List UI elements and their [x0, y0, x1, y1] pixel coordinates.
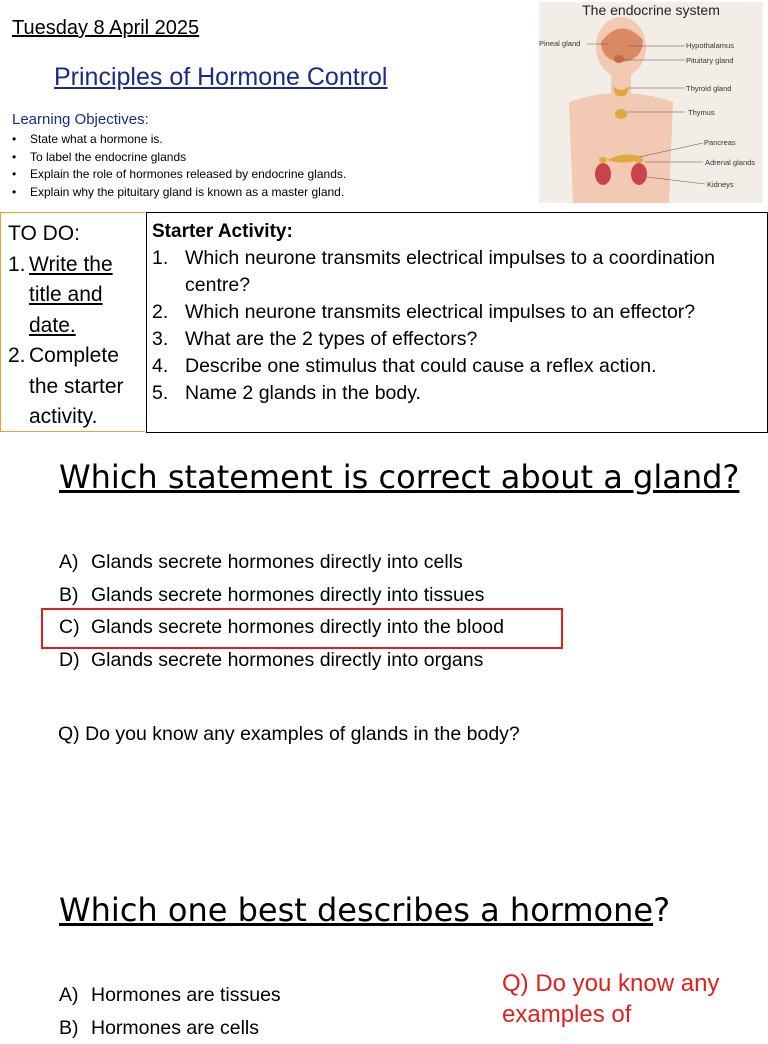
starter-item-number: 2.: [152, 299, 185, 326]
label-kidneys: Kidneys: [707, 180, 734, 189]
todo-item-number: 1.: [8, 250, 29, 342]
objective-item: • Explain the role of hormones released by endocrine glands.: [12, 166, 346, 184]
starter-item: [152, 326, 767, 353]
starter-item-number: 5.: [152, 380, 185, 407]
label-adrenal: Adrenal glands: [705, 158, 755, 167]
option-text: Glands secrete hormones directly into the blood: [91, 611, 504, 644]
objective-item: • To label the endocrine glands: [12, 149, 346, 167]
option-a[interactable]: [59, 546, 504, 579]
body-illustration: [539, 2, 763, 203]
starter-box: [146, 212, 768, 433]
question-gland-text: Which statement is correct about a gland?: [59, 458, 739, 496]
option-text: Glands secrete hormones directly into tissues: [91, 579, 484, 612]
starter-item-text: What are the 2 types of effectors?: [185, 326, 477, 353]
todo-box: [0, 212, 145, 432]
todo-item-number: 2.: [8, 341, 29, 433]
starter-item-text: Which neurone transmits electrical impulses to a coordination centre?: [185, 245, 767, 299]
todo-item: [8, 250, 145, 342]
starter-item-text: Name 2 glands in the body.: [185, 380, 421, 407]
starter-item-number: 4.: [152, 353, 185, 380]
hormone-followup-prompt: Q) Do you know any examples of: [502, 968, 742, 1030]
option-a[interactable]: [59, 979, 281, 1012]
todo-item-text: Write the title and date.: [29, 250, 145, 342]
option-text: Hormones are cells: [91, 1012, 259, 1044]
gland-followup-prompt: Q) Do you know any examples of glands in the body?: [58, 723, 520, 746]
lesson-date: Tuesday 8 April 2025: [12, 17, 199, 40]
label-thyroid: Thyroid gland: [686, 84, 731, 93]
todo-item-text: Complete the starter activity.: [29, 341, 145, 433]
option-letter: B): [59, 579, 91, 612]
starter-item: [152, 299, 767, 326]
starter-item: [152, 380, 767, 407]
option-text: Glands secrete hormones directly into cells: [91, 546, 463, 579]
starter-item-number: 3.: [152, 326, 185, 353]
todo-heading: TO DO:: [8, 219, 145, 250]
objective-item: • Explain why the pituitary gland is known as a master gland.: [12, 184, 346, 202]
option-letter: A): [59, 546, 91, 579]
question-hormone-text: Which one best describes a hormone: [59, 891, 653, 929]
question-gland: [59, 458, 749, 496]
objective-item: • State what a hormone is.: [12, 131, 346, 149]
starter-item: [152, 245, 767, 299]
hormone-options: [59, 979, 281, 1044]
label-pancreas: Pancreas: [704, 138, 736, 147]
objectives-list: [12, 131, 346, 201]
option-letter: A): [59, 979, 91, 1012]
starter-item-number: 1.: [152, 245, 185, 299]
starter-heading: Starter Activity:: [152, 218, 767, 245]
todo-list: [8, 250, 145, 433]
endocrine-diagram: [539, 2, 763, 203]
option-b[interactable]: [59, 579, 504, 612]
label-hypothalamus: Hypothalamus: [686, 41, 734, 50]
label-pituitary: Pituitary gland: [686, 56, 734, 65]
option-letter: D): [59, 644, 91, 677]
correct-answer-highlight: [41, 608, 563, 649]
starter-item-text: Which neurone transmits electrical impulses to an effector?: [185, 299, 695, 326]
todo-item: [8, 341, 145, 433]
label-pineal: Pineal gland: [539, 39, 580, 48]
lesson-title: Principles of Hormone Control: [54, 63, 387, 92]
option-letter: B): [59, 1012, 91, 1044]
diagram-title: The endocrine system: [539, 2, 763, 18]
objectives-heading: Learning Objectives:: [12, 111, 149, 128]
label-thymus: Thymus: [688, 108, 715, 117]
starter-item-text: Describe one stimulus that could cause a reflex action.: [185, 353, 657, 380]
starter-item: [152, 353, 767, 380]
starter-list: [152, 245, 767, 407]
question-hormone-mark: ?: [653, 891, 670, 929]
option-text: Glands secrete hormones directly into organs: [91, 644, 483, 677]
option-letter: C): [59, 611, 91, 644]
option-text: Hormones are tissues: [91, 979, 281, 1012]
question-hormone: [59, 891, 749, 929]
option-b[interactable]: [59, 1012, 281, 1044]
